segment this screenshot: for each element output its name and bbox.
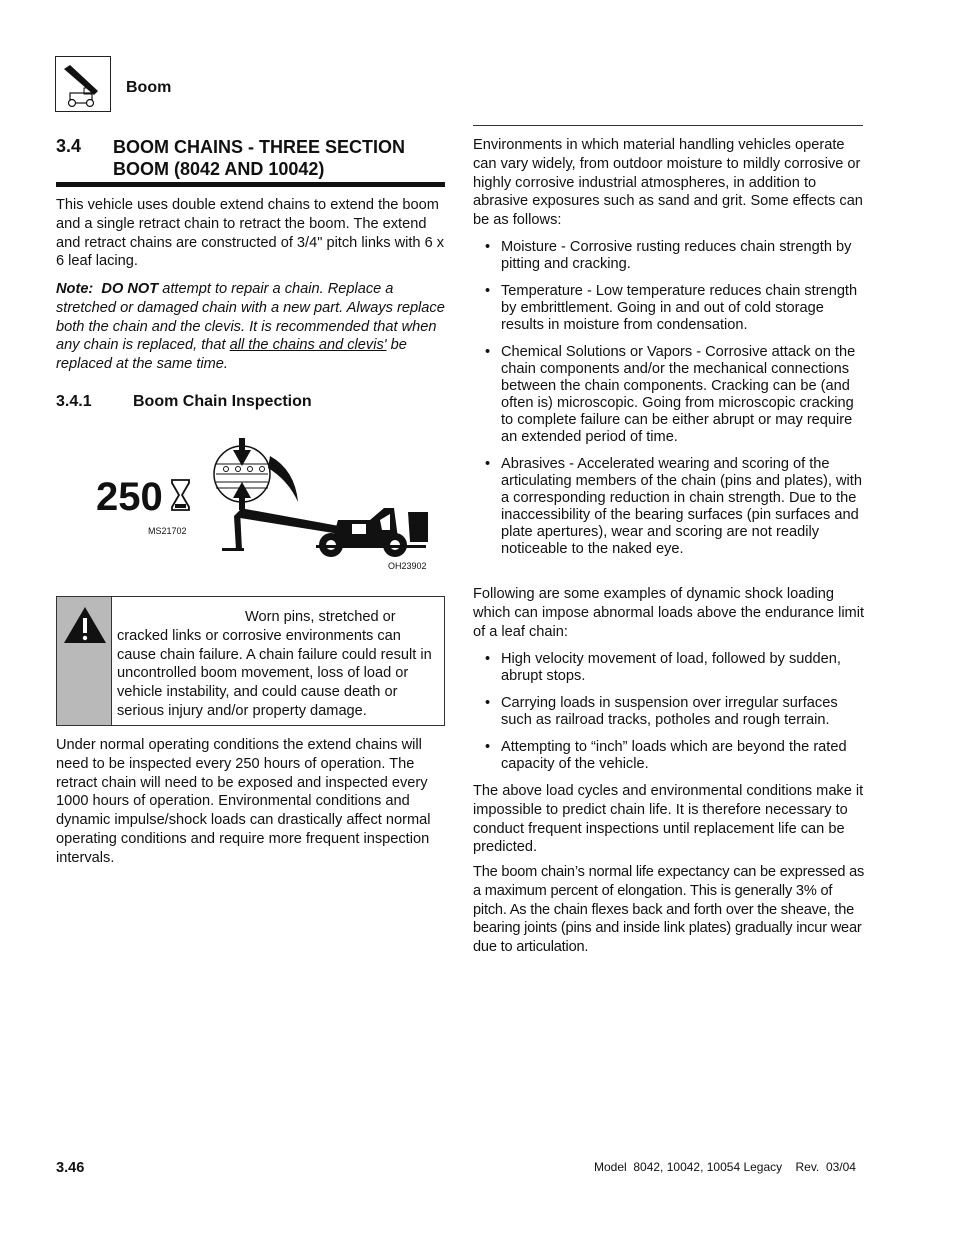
header-divider [473, 125, 863, 126]
note-label: Note: [56, 281, 94, 297]
warning-body: cracked links or corrosive environments can cause chain failure. A chain failure could result in uncontrolled boom movement, loss of load or vehicle instability, and could cause death or serious injury and/or property damage. [117, 627, 432, 719]
page-number: 3.46 [56, 1160, 85, 1176]
section-number: 3.4 [56, 136, 82, 156]
boom-vehicle-icon [55, 56, 111, 112]
inspection-figure [90, 430, 450, 580]
section-title [113, 136, 443, 180]
list-item: • Carrying loads in suspension over irregular surfaces such as railroad tracks, potholes and rough terrain. [473, 695, 865, 729]
interval-hours: 250 [96, 475, 163, 519]
life-expectancy-paragraph: The boom chain’s normal life expectancy can be expressed as a maximum percent of elongation. This is generally 3% of pitch. As the chain flexes back and forth over the sheave, the bearing joints (pins and inside link plates) gradually incur wear due to articulation. [473, 864, 865, 956]
warning-text [117, 608, 442, 721]
list-item: • Moisture - Corrosive rusting reduces chain strength by pitting and cracking. [473, 239, 865, 273]
section-title-line-1: BOOM CHAINS - THREE SECTION [113, 137, 406, 157]
figure-label-oh: OH23902 [388, 561, 427, 571]
note-text-1: attempt to repair a chain. Replace a stretched or damaged chain with a new part. Always replace both the chain and the clevis. It is recommended that when any chain is replaced, that [56, 281, 445, 354]
header-section-label: Boom [126, 79, 172, 96]
telehandler-icon [222, 508, 428, 557]
shock-loading-paragraph: Following are some examples of dynamic shock loading which can impose abnormal loads above the endurance limit of a leaf chain: [473, 586, 865, 640]
subsection-title: Boom Chain Inspection [133, 393, 312, 410]
note-underlined: all the chains and clevis' [229, 337, 387, 354]
environments-paragraph: Environments in which material handling vehicles operate can vary widely, from outdoor moisture to mildly corrosive or highly corrosive industrial atmospheres, in addition to abrasive exposures such as sand and grit. Some effects can be as follows: [473, 137, 863, 229]
intro-paragraph: This vehicle uses double extend chains to extend the boom and a single retract chain to retract the boom. The extend and retract chains are constructed of 3/4" pitch links with 6 x 6 leaf lacing. [56, 197, 445, 270]
footer-model-info: Model 8042, 10042, 10054 Legacy Rev. 03/04 [594, 1160, 856, 1174]
chain-life-paragraph: The above load cycles and environmental conditions make it impossible to predict chain life. It is therefore necessary to conduct frequent inspections until replacement life can be predicted. [473, 783, 864, 856]
environment-effects-list [473, 239, 865, 568]
note-text-2: be replaced at the same time. [56, 337, 407, 373]
list-item: • Chemical Solutions or Vapors - Corrosive attack on the chain components and/or the mechanical connections between the chain components. Cracking can be (and often is) microscopic. Going from microscopic cracking to complete failure can be either abrupt or may require an extended period of time. [473, 344, 865, 446]
pointer-curve [268, 456, 298, 502]
warning-side-panel [56, 596, 112, 726]
section-rule [56, 182, 445, 187]
list-item: • Abrasives - Accelerated wearing and scoring of the articulating members of the chain (pins and plates), with a corresponding reduction in chain strength. Due to the inaccessibility of the bearing surfaces (pin surfaces and plate apertures), wear and scoring are not readily noticeable to the naked eye. [473, 456, 865, 558]
inspection-interval-paragraph: Under normal operating conditions the extend chains will need to be inspected every 250 hours of operation. The retract chain will need to be exposed and inspected every 1000 hours of operation. Environmental conditions and dynamic impulse/shock loads can drastically affect normal operating conditions and require more frequent inspection intervals. [56, 737, 431, 866]
subsection-number: 3.4.1 [56, 393, 92, 410]
list-item: • Attempting to “inch” loads which are beyond the rated capacity of the vehicle. [473, 739, 865, 773]
note-emphasis: DO NOT [101, 281, 159, 297]
warning-triangle-icon [58, 603, 112, 663]
warning-first-line: Worn pins, stretched or [245, 609, 396, 625]
figure-label-ms: MS21702 [148, 526, 187, 536]
note-paragraph [56, 280, 448, 374]
shock-loading-list [473, 651, 865, 783]
section-title-line-2: BOOM (8042 AND 10042) [113, 159, 325, 179]
list-item: • High velocity movement of load, followed by sudden, abrupt stops. [473, 651, 865, 685]
hourglass-icon [172, 480, 189, 510]
list-item: • Temperature - Low temperature reduces chain strength by embrittlement. Going in and out of cold storage results in moisture from condensation. [473, 283, 865, 334]
